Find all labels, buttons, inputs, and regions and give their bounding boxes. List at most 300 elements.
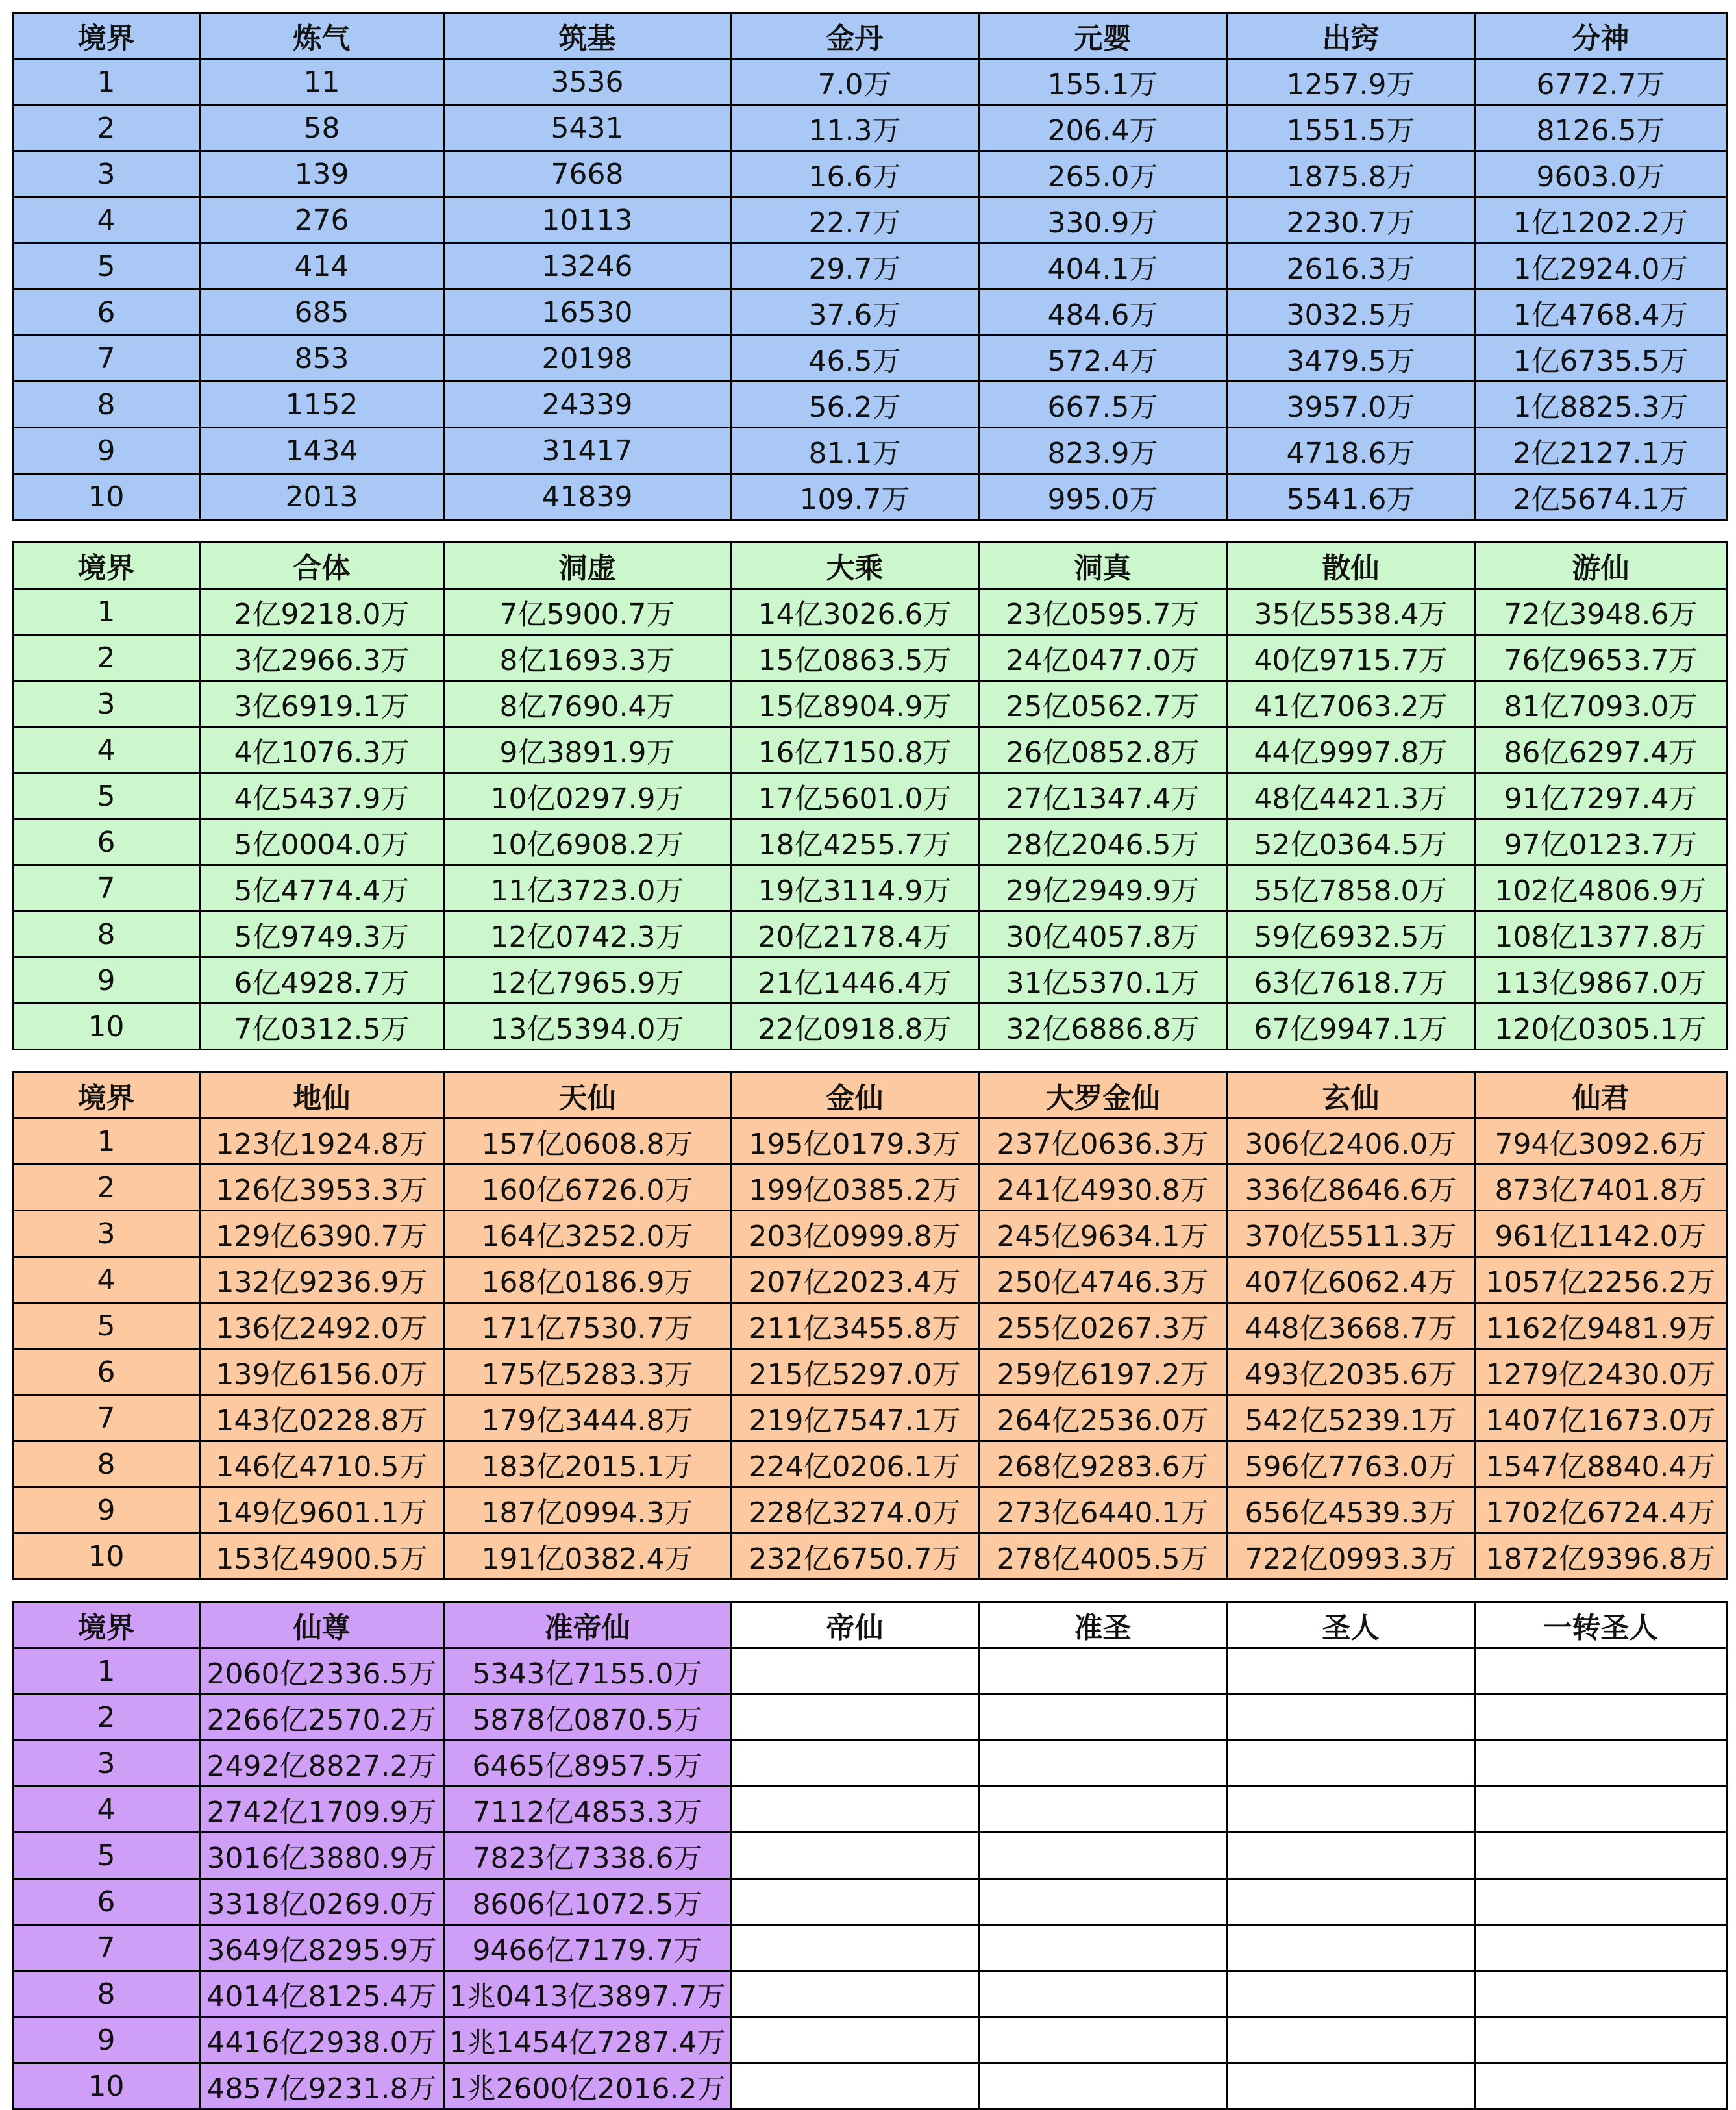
value-cell: 224亿0206.1万	[731, 1441, 979, 1487]
value-cell: 25亿0562.7万	[979, 681, 1227, 727]
level-cell: 2	[13, 1165, 200, 1211]
value-cell: 21亿1446.4万	[731, 958, 979, 1004]
value-cell: 1279亿2430.0万	[1475, 1349, 1727, 1395]
value-cell	[979, 1741, 1227, 1787]
value-cell: 1702亿6724.4万	[1475, 1487, 1727, 1533]
level-cell: 8	[13, 1441, 200, 1487]
value-cell: 336亿8646.6万	[1227, 1165, 1475, 1211]
value-cell: 8126.5万	[1475, 105, 1727, 151]
value-cell	[1475, 1648, 1727, 1694]
level-cell: 1	[13, 1119, 200, 1165]
value-cell: 109.7万	[731, 474, 979, 520]
value-cell: 58	[200, 105, 444, 151]
value-cell: 5亿0004.0万	[200, 819, 444, 865]
table-row	[13, 589, 1727, 635]
value-cell: 4亿5437.9万	[200, 773, 444, 819]
value-cell	[731, 2017, 979, 2063]
value-cell	[1227, 1879, 1475, 1925]
table-row	[13, 382, 1727, 428]
value-cell	[1475, 2017, 1727, 2063]
table-row	[13, 1395, 1727, 1441]
value-cell: 211亿3455.8万	[731, 1303, 979, 1349]
value-cell: 13246	[444, 243, 731, 290]
value-cell	[731, 1971, 979, 2017]
level-cell: 10	[13, 1533, 200, 1580]
value-cell: 63亿7618.7万	[1227, 958, 1475, 1004]
value-cell: 17亿5601.0万	[731, 773, 979, 819]
value-cell: 1亿2924.0万	[1475, 243, 1727, 290]
level-cell: 4	[13, 197, 200, 243]
value-cell: 40亿9715.7万	[1227, 635, 1475, 681]
value-cell: 26亿0852.8万	[979, 727, 1227, 773]
column-header: 大罗金仙	[979, 1073, 1227, 1119]
value-cell: 3亿6919.1万	[200, 681, 444, 727]
table-row	[13, 1787, 1727, 1833]
value-cell	[979, 1833, 1227, 1879]
value-cell: 72亿3948.6万	[1475, 589, 1727, 635]
value-cell: 67亿9947.1万	[1227, 1004, 1475, 1050]
level-cell: 8	[13, 1971, 200, 2017]
table-row	[13, 958, 1727, 1004]
column-header: 境界	[13, 1073, 200, 1119]
value-cell	[731, 1694, 979, 1741]
value-cell: 1057亿2256.2万	[1475, 1257, 1727, 1303]
value-cell: 4718.6万	[1227, 428, 1475, 474]
value-cell: 16.6万	[731, 151, 979, 197]
value-cell: 2亿2127.1万	[1475, 428, 1727, 474]
value-cell: 22亿0918.8万	[731, 1004, 979, 1050]
value-cell: 414	[200, 243, 444, 290]
value-cell	[1227, 1741, 1475, 1787]
table-row	[13, 1211, 1727, 1257]
table-row	[13, 197, 1727, 243]
table-row	[13, 105, 1727, 151]
value-cell: 31亿5370.1万	[979, 958, 1227, 1004]
value-cell: 7亿0312.5万	[200, 1004, 444, 1050]
value-cell: 3016亿3880.9万	[200, 1833, 444, 1879]
value-cell: 2亿9218.0万	[200, 589, 444, 635]
value-cell: 278亿4005.5万	[979, 1533, 1227, 1580]
column-header: 出窍	[1227, 13, 1475, 59]
value-cell: 29亿2949.9万	[979, 865, 1227, 912]
table-row	[13, 1879, 1727, 1925]
level-cell: 6	[13, 1349, 200, 1395]
column-header: 洞虚	[444, 543, 731, 589]
value-cell	[731, 1741, 979, 1787]
table-row	[13, 2017, 1727, 2063]
value-cell: 232亿6750.7万	[731, 1533, 979, 1580]
value-cell: 129亿6390.7万	[200, 1211, 444, 1257]
value-cell: 4亿1076.3万	[200, 727, 444, 773]
level-cell: 5	[13, 1833, 200, 1879]
value-cell: 164亿3252.0万	[444, 1211, 731, 1257]
value-cell	[979, 1648, 1227, 1694]
value-cell: 46.5万	[731, 336, 979, 382]
table-row	[13, 912, 1727, 958]
value-cell	[979, 1879, 1227, 1925]
value-cell: 9亿3891.9万	[444, 727, 731, 773]
value-cell: 306亿2406.0万	[1227, 1119, 1475, 1165]
value-cell	[979, 1925, 1227, 1971]
value-cell: 1兆0413亿3897.7万	[444, 1971, 731, 2017]
table-row	[13, 1694, 1727, 1741]
column-header: 帝仙	[731, 1602, 979, 1648]
column-header: 大乘	[731, 543, 979, 589]
column-header: 圣人	[1227, 1602, 1475, 1648]
value-cell	[731, 1879, 979, 1925]
table-row	[13, 428, 1727, 474]
value-cell: 13亿5394.0万	[444, 1004, 731, 1050]
value-cell: 44亿9997.8万	[1227, 727, 1475, 773]
level-cell: 7	[13, 336, 200, 382]
level-cell: 9	[13, 428, 200, 474]
value-cell: 7823亿7338.6万	[444, 1833, 731, 1879]
table-row	[13, 681, 1727, 727]
value-cell: 685	[200, 290, 444, 336]
value-cell: 2266亿2570.2万	[200, 1694, 444, 1741]
level-cell: 9	[13, 1487, 200, 1533]
column-header: 散仙	[1227, 543, 1475, 589]
value-cell: 12亿7965.9万	[444, 958, 731, 1004]
level-cell: 10	[13, 1004, 200, 1050]
value-cell: 5541.6万	[1227, 474, 1475, 520]
level-cell: 5	[13, 243, 200, 290]
value-cell: 155.1万	[979, 59, 1227, 105]
value-cell: 2742亿1709.9万	[200, 1787, 444, 1833]
value-cell	[1227, 1787, 1475, 1833]
value-cell: 1875.8万	[1227, 151, 1475, 197]
value-cell: 5878亿0870.5万	[444, 1694, 731, 1741]
value-cell: 5343亿7155.0万	[444, 1648, 731, 1694]
value-cell	[731, 2063, 979, 2109]
value-cell: 1434	[200, 428, 444, 474]
value-cell: 2013	[200, 474, 444, 520]
value-cell: 139亿6156.0万	[200, 1349, 444, 1395]
value-cell: 5亿9749.3万	[200, 912, 444, 958]
value-cell: 31417	[444, 428, 731, 474]
value-cell	[1475, 1833, 1727, 1879]
table-row	[13, 1257, 1727, 1303]
value-cell: 6772.7万	[1475, 59, 1727, 105]
value-cell: 1兆1454亿7287.4万	[444, 2017, 731, 2063]
value-cell: 250亿4746.3万	[979, 1257, 1227, 1303]
value-cell: 3318亿0269.0万	[200, 1879, 444, 1925]
value-cell: 27亿1347.4万	[979, 773, 1227, 819]
value-cell: 175亿5283.3万	[444, 1349, 731, 1395]
table-row	[13, 474, 1727, 520]
value-cell: 5431	[444, 105, 731, 151]
value-cell: 120亿0305.1万	[1475, 1004, 1727, 1050]
value-cell	[731, 1925, 979, 1971]
value-cell	[979, 2063, 1227, 2109]
table-row	[13, 1004, 1727, 1050]
level-cell: 3	[13, 1741, 200, 1787]
level-cell: 3	[13, 151, 200, 197]
column-header: 仙尊	[200, 1602, 444, 1648]
value-cell	[1475, 1879, 1727, 1925]
column-header: 筑基	[444, 13, 731, 59]
value-cell: 108亿1377.8万	[1475, 912, 1727, 958]
value-cell: 1162亿9481.9万	[1475, 1303, 1727, 1349]
value-cell: 572.4万	[979, 336, 1227, 382]
value-cell: 16530	[444, 290, 731, 336]
value-cell: 596亿7763.0万	[1227, 1441, 1475, 1487]
value-cell	[1227, 1925, 1475, 1971]
value-cell: 123亿1924.8万	[200, 1119, 444, 1165]
realm-table-2	[12, 541, 1728, 1050]
value-cell: 1551.5万	[1227, 105, 1475, 151]
value-cell: 56.2万	[731, 382, 979, 428]
value-cell: 18亿4255.7万	[731, 819, 979, 865]
value-cell: 157亿0608.8万	[444, 1119, 731, 1165]
value-cell: 55亿7858.0万	[1227, 865, 1475, 912]
level-cell: 8	[13, 382, 200, 428]
table-row	[13, 1119, 1727, 1165]
level-cell: 5	[13, 1303, 200, 1349]
value-cell: 1兆2600亿2016.2万	[444, 2063, 731, 2109]
value-cell: 19亿3114.9万	[731, 865, 979, 912]
value-cell: 1872亿9396.8万	[1475, 1533, 1727, 1580]
value-cell: 28亿2046.5万	[979, 819, 1227, 865]
level-cell: 2	[13, 105, 200, 151]
value-cell: 228亿3274.0万	[731, 1487, 979, 1533]
value-cell: 722亿0993.3万	[1227, 1533, 1475, 1580]
table-row	[13, 865, 1727, 912]
value-cell: 656亿4539.3万	[1227, 1487, 1475, 1533]
value-cell	[979, 1971, 1227, 2017]
value-cell: 7亿5900.7万	[444, 589, 731, 635]
value-cell: 484.6万	[979, 290, 1227, 336]
value-cell: 23亿0595.7万	[979, 589, 1227, 635]
value-cell: 3032.5万	[1227, 290, 1475, 336]
level-cell: 10	[13, 2063, 200, 2109]
value-cell: 448亿3668.7万	[1227, 1303, 1475, 1349]
value-cell: 1亿1202.2万	[1475, 197, 1727, 243]
level-cell: 4	[13, 727, 200, 773]
level-cell: 1	[13, 1648, 200, 1694]
level-cell: 2	[13, 1694, 200, 1741]
value-cell	[731, 1787, 979, 1833]
value-cell	[1227, 1694, 1475, 1741]
table-row	[13, 1165, 1727, 1211]
column-header: 游仙	[1475, 543, 1727, 589]
value-cell	[1475, 1971, 1727, 2017]
value-cell: 195亿0179.3万	[731, 1119, 979, 1165]
value-cell: 1547亿8840.4万	[1475, 1441, 1727, 1487]
value-cell: 81亿7093.0万	[1475, 681, 1727, 727]
value-cell: 407亿6062.4万	[1227, 1257, 1475, 1303]
value-cell: 853	[200, 336, 444, 382]
value-cell: 219亿7547.1万	[731, 1395, 979, 1441]
value-cell: 76亿9653.7万	[1475, 635, 1727, 681]
table-row	[13, 1741, 1727, 1787]
table-row	[13, 1925, 1727, 1971]
value-cell	[1227, 2063, 1475, 2109]
value-cell	[979, 1694, 1227, 1741]
value-cell: 542亿5239.1万	[1227, 1395, 1475, 1441]
value-cell: 15亿8904.9万	[731, 681, 979, 727]
value-cell: 48亿4421.3万	[1227, 773, 1475, 819]
value-cell: 823.9万	[979, 428, 1227, 474]
value-cell: 113亿9867.0万	[1475, 958, 1727, 1004]
value-cell: 265.0万	[979, 151, 1227, 197]
value-cell	[979, 2017, 1227, 2063]
header-row	[13, 543, 1727, 589]
value-cell: 2亿5674.1万	[1475, 474, 1727, 520]
level-cell: 6	[13, 819, 200, 865]
level-cell: 5	[13, 773, 200, 819]
value-cell: 330.9万	[979, 197, 1227, 243]
value-cell: 9603.0万	[1475, 151, 1727, 197]
value-cell: 794亿3092.6万	[1475, 1119, 1727, 1165]
column-header: 境界	[13, 543, 200, 589]
value-cell: 29.7万	[731, 243, 979, 290]
column-header: 天仙	[444, 1073, 731, 1119]
value-cell	[1227, 1648, 1475, 1694]
value-cell	[1475, 2063, 1727, 2109]
level-cell: 1	[13, 589, 200, 635]
value-cell: 1257.9万	[1227, 59, 1475, 105]
column-header: 金丹	[731, 13, 979, 59]
value-cell: 91亿7297.4万	[1475, 773, 1727, 819]
value-cell: 20198	[444, 336, 731, 382]
value-cell: 1亿8825.3万	[1475, 382, 1727, 428]
header-row	[13, 1602, 1727, 1648]
column-header: 准帝仙	[444, 1602, 731, 1648]
value-cell: 86亿6297.4万	[1475, 727, 1727, 773]
table-row	[13, 1648, 1727, 1694]
column-header: 合体	[200, 543, 444, 589]
level-cell: 7	[13, 1395, 200, 1441]
column-header: 元婴	[979, 13, 1227, 59]
value-cell: 52亿0364.5万	[1227, 819, 1475, 865]
level-cell: 3	[13, 681, 200, 727]
value-cell: 6亿4928.7万	[200, 958, 444, 1004]
value-cell: 3957.0万	[1227, 382, 1475, 428]
value-cell: 1152	[200, 382, 444, 428]
value-cell: 199亿0385.2万	[731, 1165, 979, 1211]
table-row	[13, 336, 1727, 382]
table-row	[13, 290, 1727, 336]
table-row	[13, 59, 1727, 105]
value-cell: 12亿0742.3万	[444, 912, 731, 958]
value-cell: 139	[200, 151, 444, 197]
column-header: 分神	[1475, 13, 1727, 59]
header-row	[13, 13, 1727, 59]
value-cell: 5亿4774.4万	[200, 865, 444, 912]
table-row	[13, 1533, 1727, 1580]
value-cell: 264亿2536.0万	[979, 1395, 1227, 1441]
value-cell: 153亿4900.5万	[200, 1533, 444, 1580]
value-cell: 11	[200, 59, 444, 105]
value-cell: 4857亿9231.8万	[200, 2063, 444, 2109]
value-cell: 273亿6440.1万	[979, 1487, 1227, 1533]
column-header: 地仙	[200, 1073, 444, 1119]
value-cell: 8606亿1072.5万	[444, 1879, 731, 1925]
value-cell: 10113	[444, 197, 731, 243]
column-header: 仙君	[1475, 1073, 1727, 1119]
value-cell: 1407亿1673.0万	[1475, 1395, 1727, 1441]
value-cell: 35亿5538.4万	[1227, 589, 1475, 635]
value-cell: 276	[200, 197, 444, 243]
level-cell: 4	[13, 1787, 200, 1833]
value-cell: 3649亿8295.9万	[200, 1925, 444, 1971]
value-cell: 81.1万	[731, 428, 979, 474]
table-row	[13, 727, 1727, 773]
value-cell	[1475, 1741, 1727, 1787]
value-cell	[731, 1648, 979, 1694]
table-row	[13, 151, 1727, 197]
value-cell: 203亿0999.8万	[731, 1211, 979, 1257]
value-cell: 132亿9236.9万	[200, 1257, 444, 1303]
value-cell: 183亿2015.1万	[444, 1441, 731, 1487]
table-row	[13, 2063, 1727, 2109]
value-cell: 8亿1693.3万	[444, 635, 731, 681]
value-cell: 11.3万	[731, 105, 979, 151]
table-row	[13, 773, 1727, 819]
value-cell: 2616.3万	[1227, 243, 1475, 290]
value-cell: 6465亿8957.5万	[444, 1741, 731, 1787]
level-cell: 7	[13, 865, 200, 912]
value-cell: 207亿2023.4万	[731, 1257, 979, 1303]
level-cell: 4	[13, 1257, 200, 1303]
level-cell: 6	[13, 290, 200, 336]
table-row	[13, 819, 1727, 865]
value-cell: 2060亿2336.5万	[200, 1648, 444, 1694]
level-cell: 1	[13, 59, 200, 105]
value-cell: 961亿1142.0万	[1475, 1211, 1727, 1257]
value-cell: 4014亿8125.4万	[200, 1971, 444, 2017]
value-cell: 41839	[444, 474, 731, 520]
level-cell: 6	[13, 1879, 200, 1925]
column-header: 一转圣人	[1475, 1602, 1727, 1648]
value-cell: 404.1万	[979, 243, 1227, 290]
value-cell: 179亿3444.8万	[444, 1395, 731, 1441]
value-cell: 4416亿2938.0万	[200, 2017, 444, 2063]
value-cell: 2230.7万	[1227, 197, 1475, 243]
value-cell: 7112亿4853.3万	[444, 1787, 731, 1833]
value-cell: 7.0万	[731, 59, 979, 105]
realm-table-3	[12, 1071, 1728, 1580]
level-cell: 8	[13, 912, 200, 958]
value-cell: 20亿2178.4万	[731, 912, 979, 958]
value-cell: 667.5万	[979, 382, 1227, 428]
value-cell: 3479.5万	[1227, 336, 1475, 382]
value-cell: 187亿0994.3万	[444, 1487, 731, 1533]
value-cell	[1475, 1787, 1727, 1833]
value-cell: 7668	[444, 151, 731, 197]
value-cell	[1227, 1833, 1475, 1879]
value-cell: 149亿9601.1万	[200, 1487, 444, 1533]
header-row	[13, 1073, 1727, 1119]
value-cell: 493亿2035.6万	[1227, 1349, 1475, 1395]
value-cell: 59亿6932.5万	[1227, 912, 1475, 958]
value-cell: 191亿0382.4万	[444, 1533, 731, 1580]
value-cell: 24亿0477.0万	[979, 635, 1227, 681]
value-cell: 2492亿8827.2万	[200, 1741, 444, 1787]
value-cell: 255亿0267.3万	[979, 1303, 1227, 1349]
table-row	[13, 1833, 1727, 1879]
value-cell: 41亿7063.2万	[1227, 681, 1475, 727]
column-header: 炼气	[200, 13, 444, 59]
table-row	[13, 243, 1727, 290]
value-cell: 10亿0297.9万	[444, 773, 731, 819]
realm-table-1	[12, 12, 1728, 521]
value-cell: 102亿4806.9万	[1475, 865, 1727, 912]
column-header: 金仙	[731, 1073, 979, 1119]
value-cell: 168亿0186.9万	[444, 1257, 731, 1303]
value-cell: 237亿0636.3万	[979, 1119, 1227, 1165]
